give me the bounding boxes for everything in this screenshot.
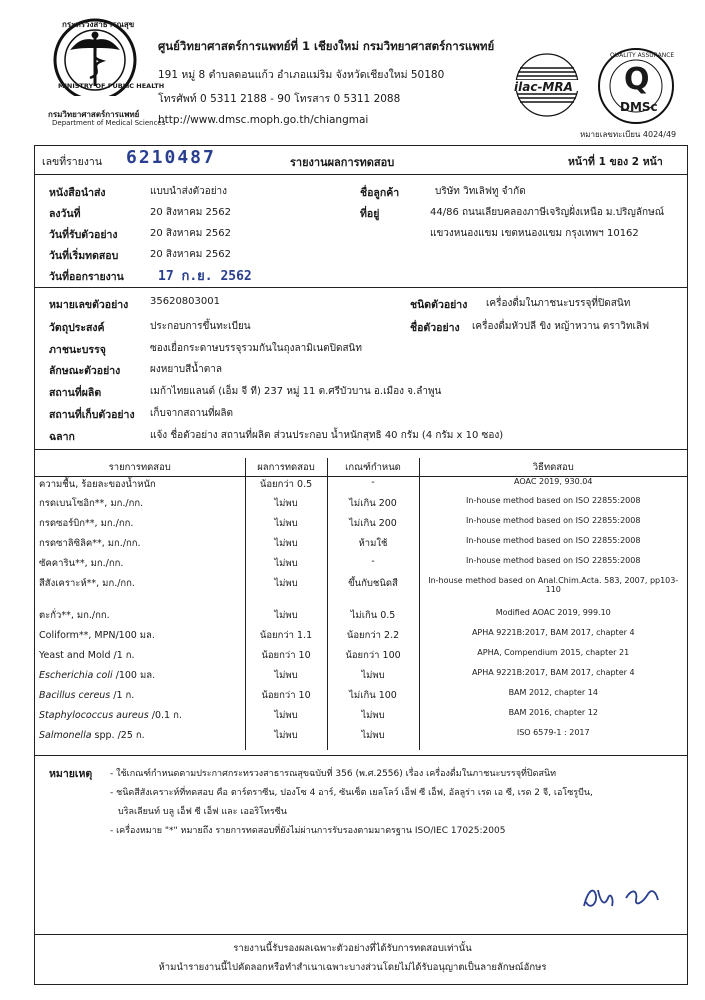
container-label: ภาชนะบรรจุ — [49, 344, 106, 356]
dept-name-en: Department of Medical Sciences — [52, 119, 166, 127]
col-header-item: รายการทดสอบ — [35, 458, 245, 477]
row-method: In-house method based on ISO 22855:2008 — [419, 496, 687, 516]
organism-unit: /1 ก. — [110, 689, 135, 701]
row-criteria: ไม่พบ — [327, 708, 419, 728]
row-criteria: ไม่พบ — [327, 728, 419, 750]
row-result: ไม่พบ — [245, 536, 327, 556]
row-item: สีสังเคราะห์**, มก./กก. — [39, 577, 135, 589]
start-label: วันที่เริ่มทดสอบ — [49, 250, 119, 262]
row-item: Yeast and Mold /1 ก. — [39, 649, 135, 661]
row-item — [35, 708, 245, 728]
row-item: Coliform**, MPN/100 มล. — [39, 629, 155, 641]
collection-label: สถานที่เก็บตัวอย่าง — [49, 409, 135, 421]
row-item: กรดซาลิซิลิค**, มก./กก. — [39, 537, 141, 549]
table-row — [35, 628, 687, 648]
org-address: 191 หมู่ 8 ตำบลดอนแก้ว อำเภอแม่ริม จังหวัดเชียงใหม่ 50180 — [158, 69, 445, 81]
row-method: APHA, Compendium 2015, chapter 21 — [419, 648, 687, 668]
org-url: http://www.dmsc.moph.go.th/chiangmai — [158, 114, 369, 126]
collection-value: เก็บจากสถานที่ผลิต — [150, 408, 234, 419]
row-item: กรดซอร์บิก**, มก./กก. — [39, 517, 134, 529]
row-criteria: - — [327, 477, 419, 496]
issued-label: วันที่ออกรายงาน — [49, 271, 124, 283]
row-method: In-house method based on ISO 22855:2008 — [419, 556, 687, 576]
issued-value: 17 ก.ย. 2562 — [158, 269, 252, 284]
row-method: BAM 2012, chapter 14 — [419, 688, 687, 708]
results-header-row — [35, 458, 687, 477]
letter-value: แบบนำส่งตัวอย่าง — [150, 186, 228, 197]
table-row — [35, 648, 687, 668]
table-row — [35, 576, 687, 608]
row-criteria: ไม่เกิน 100 — [327, 688, 419, 708]
customer-address-line1: 44/86 ถนนเลียบคลองภาษีเจริญฝั่งเหนือ ม.ปริญลักษณ์ — [430, 207, 664, 218]
organism-unit: spp. /25 ก. — [91, 729, 145, 741]
row-result: ไม่พบ — [245, 496, 327, 516]
row-item: ความชื้น, ร้อยละของน้ำหนัก — [39, 479, 156, 490]
container-value: ซองเยื่อกระดาษบรรจุรวมกันในถุงลามิเนตปิดสนิท — [150, 343, 362, 354]
sample-id-value: 35620803001 — [150, 296, 220, 307]
table-row — [35, 556, 687, 576]
row-result: ไม่พบ — [245, 608, 327, 628]
customer-value: บริษัท วิทเลิฟทู จำกัด — [435, 186, 526, 197]
dated-value: 20 สิงหาคม 2562 — [150, 207, 232, 218]
manufacturer-value: เมก้าไทยแลนด์ (เอ็ม จี ที) 237 หมู่ 11 ต.ศรีบัวบาน อ.เมือง จ.ลำพูน — [150, 386, 442, 397]
page-indicator: หน้าที่ 1 ของ 2 หน้า — [568, 156, 663, 168]
dated-label: ลงวันที่ — [49, 208, 81, 220]
row-method: APHA 9221B:2017, BAM 2017, chapter 4 — [419, 628, 687, 648]
logo-text-top: กระทรวงสาธารณสุข — [62, 20, 135, 29]
table-row — [35, 688, 687, 708]
table-row — [35, 668, 687, 688]
table-row — [35, 516, 687, 536]
logo-text-bottom: MINISTRY OF PUBLIC HEALTH — [58, 82, 165, 90]
row-method: In-house method based on ISO 22855:2008 — [419, 516, 687, 536]
table-row — [35, 728, 687, 750]
registration-number: หมายเลขทะเบียน 4024/49 — [580, 130, 677, 139]
row-result: ไม่พบ — [245, 556, 327, 576]
row-result: น้อยกว่า 0.5 — [245, 477, 327, 496]
qa-ring-text: QUALITY ASSURANCE — [610, 52, 675, 59]
row-method: In-house method based on Anal.Chim.Acta. 583, 2007, pp103-110 — [419, 576, 687, 608]
divider-sample — [34, 449, 688, 450]
customer-address-line2: แขวงหนองแขม เขตหนองแขม กรุงเทพฯ 10162 — [430, 228, 639, 239]
row-criteria: ไม่เกิน 200 — [327, 516, 419, 536]
received-value: 20 สิงหาคม 2562 — [150, 228, 232, 239]
dept-name-th: กรมวิทยาศาสตร์การแพทย์ — [48, 110, 140, 119]
sample-label-label: ฉลาก — [49, 431, 75, 443]
row-method: AOAC 2019, 930.04 — [419, 477, 687, 496]
sample-name-label: ชื่อตัวอย่าง — [410, 322, 460, 334]
row-result: น้อยกว่า 1.1 — [245, 628, 327, 648]
row-result: น้อยกว่า 10 — [245, 648, 327, 668]
row-result: ไม่พบ — [245, 668, 327, 688]
table-row — [35, 477, 687, 496]
org-phone: โทรศัพท์ 0 5311 2188 - 90 โทรสาร 0 5311 2088 — [158, 93, 401, 105]
notes-label: หมายเหตุ — [49, 768, 93, 780]
org-name: ศูนย์วิทยาศาสตร์การแพทย์ที่ 1 เชียงใหม่ กรมวิทยาศาสตร์การแพทย์ — [158, 39, 495, 53]
sample-label-value: แจ้ง ชื่อตัวอย่าง สถานที่ผลิต ส่วนประกอบ น้ำหนักสุทธิ 40 กรัม (4 กรัม x 10 ซอง) — [150, 430, 504, 441]
row-item — [35, 668, 245, 688]
row-method: BAM 2016, chapter 12 — [419, 708, 687, 728]
report-number: 6210487 — [126, 147, 216, 168]
row-criteria: ขึ้นกับชนิดสี — [327, 576, 419, 608]
character-label: ลักษณะตัวอย่าง — [49, 365, 121, 377]
organism-name: Escherichia coli — [39, 669, 113, 681]
report-number-label: เลขที่รายงาน — [42, 156, 103, 168]
row-criteria: ไม่เกิน 0.5 — [327, 608, 419, 628]
row-result: ไม่พบ — [245, 516, 327, 536]
footer-line-1: รายงานนี้รับรองผลเฉพาะตัวอย่างที่ได้รับการทดสอบเท่านั้น — [233, 943, 472, 954]
note-line-4: - เครื่องหมาย "*" หมายถึง รายการทดสอบที่ยังไม่ผ่านการรับรองตามมาตรฐาน ISO/IEC 17025:2005 — [110, 826, 506, 836]
signature — [578, 880, 670, 916]
row-item: กรดเบนโซอิก**, มก./กก. — [39, 497, 144, 509]
table-row — [35, 496, 687, 516]
manufacturer-label: สถานที่ผลิต — [49, 387, 102, 399]
customer-address-label: ที่อยู่ — [360, 208, 380, 220]
table-row — [35, 608, 687, 628]
row-item: ซัคคาริน**, มก./กก. — [39, 557, 124, 569]
letter-label: หนังสือนำส่ง — [49, 187, 106, 199]
row-result: ไม่พบ — [245, 576, 327, 608]
qa-letter: Q — [624, 62, 650, 97]
divider-footer — [34, 934, 688, 935]
customer-label: ชื่อลูกค้า — [360, 187, 400, 199]
row-item — [35, 688, 245, 708]
row-result: น้อยกว่า 10 — [245, 688, 327, 708]
row-criteria: ไม่เกิน 200 — [327, 496, 419, 516]
row-criteria: ห้ามใช้ — [327, 536, 419, 556]
table-row — [35, 536, 687, 556]
row-result: ไม่พบ — [245, 708, 327, 728]
row-method: APHA 9221B:2017, BAM 2017, chapter 4 — [419, 668, 687, 688]
note-line-1: - ใช้เกณฑ์กำหนดตามประกาศกระทรวงสาธารณสุขฉบับที่ 356 (พ.ศ.2556) เรื่อง เครื่องดื่มในภาชนะบรรจุที่ปิดสนิท — [110, 769, 557, 779]
row-method: ISO 6579-1 : 2017 — [419, 728, 687, 750]
results-table — [35, 458, 687, 750]
received-label: วันที่รับตัวอย่าง — [49, 229, 118, 241]
row-method: Modified AOAC 2019, 999.10 — [419, 608, 687, 628]
footer-line-2: ห้ามนำรายงานนี้ไปคัดลอกหรือทำสำเนาเฉพาะบางส่วนโดยไม่ได้รับอนุญาตเป็นลายลักษณ์อักษร — [158, 962, 547, 973]
row-criteria: ไม่พบ — [327, 668, 419, 688]
organism-name: Bacillus cereus — [39, 689, 111, 701]
col-header-method: วิธีทดสอบ — [419, 458, 687, 477]
sample-type-value: เครื่องดื่มในภาชนะบรรจุที่ปิดสนิท — [486, 298, 631, 309]
divider-meta — [34, 287, 688, 288]
report-title: รายงานผลการทดสอบ — [290, 156, 395, 169]
note-line-2: - ชนิดสีสังเคราะห์ที่ทดสอบ คือ ตาร์ตราซีน, ปองโซ 4 อาร์, ซันเซ็ต เยลโลว์ เอ็ฟ ซี เอ็ฟ, อัลลูร่า เรด เอ ซี, เรด 2 จี, เอโซรูบีน, — [110, 788, 593, 798]
divider-title — [34, 174, 688, 175]
note-line-3: บริลเลียนท์ บลู เอ็ฟ ซี เอ็ฟ และ เออริโทรซีน — [118, 807, 287, 817]
sample-name-value: เครื่องดื่มหัวปลี ขิง หญ้าหวาน ตราวิทเลิฟ — [472, 321, 650, 332]
row-criteria: - — [327, 556, 419, 576]
purpose-value: ประกอบการขึ้นทะเบียน — [150, 321, 251, 332]
row-item: ตะกั่ว**, มก./กก. — [39, 609, 110, 621]
sample-id-label: หมายเลขตัวอย่าง — [49, 299, 129, 311]
sample-type-label: ชนิดตัวอย่าง — [410, 299, 468, 311]
row-item — [35, 728, 245, 750]
row-result: ไม่พบ — [245, 728, 327, 750]
ilac-mra-text: ilac-MRA — [514, 80, 573, 94]
start-value: 20 สิงหาคม 2562 — [150, 249, 232, 260]
organism-name: Staphylococcus aureus — [39, 709, 149, 721]
organism-unit: /100 มล. — [112, 669, 156, 681]
character-value: ผงหยาบสีน้ำตาล — [150, 364, 222, 375]
col-header-result: ผลการทดสอบ — [245, 458, 327, 477]
row-criteria: น้อยกว่า 2.2 — [327, 628, 419, 648]
divider-results — [34, 755, 688, 756]
qa-brand: DMSc — [620, 100, 658, 114]
purpose-label: วัตถุประสงค์ — [49, 322, 105, 334]
organism-unit: /0.1 ก. — [148, 709, 182, 721]
table-row — [35, 708, 687, 728]
col-header-criteria: เกณฑ์กำหนด — [327, 458, 419, 477]
organism-name: Salmonella — [39, 729, 92, 741]
row-criteria: น้อยกว่า 100 — [327, 648, 419, 668]
row-method: In-house method based on ISO 22855:2008 — [419, 536, 687, 556]
